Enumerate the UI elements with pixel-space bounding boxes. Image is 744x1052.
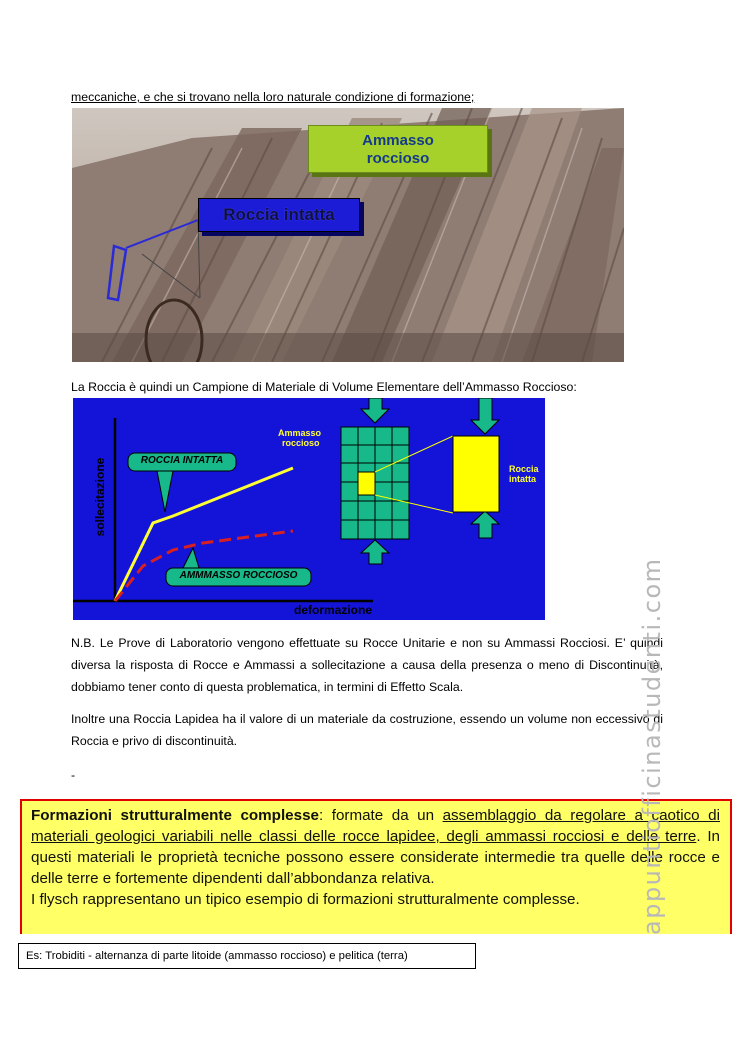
definition-box (20, 799, 732, 934)
ammasso-curve (115, 531, 293, 601)
ammasso-label-l1: Ammasso (278, 428, 322, 438)
definition-term: Formazioni strutturalmente complesse (31, 807, 319, 824)
roccia-label-text: Roccia intatta (223, 205, 335, 224)
definition-text-1: : formate da un (318, 807, 443, 824)
watermark (638, 545, 668, 935)
rock-mass-photo (72, 108, 624, 362)
y-axis-label: sollecitazione (93, 457, 107, 537)
nb-paragraph: N.B. Le Prove di Laboratorio vengono effettuate su Rocce Unitarie e non su Ammassi Rocciosi. E’ quindi diversa la risposta di Rocce e Ammassi a sollecitazione a causa della presenza o meno di Discontinuità, dobbiamo tener conto di questa problematica, in termini di Effetto Scala. (71, 636, 663, 694)
list-dash: - (71, 768, 76, 782)
intro-line: meccaniche, e che si trovano nella loro naturale condizione di formazione; (71, 90, 475, 104)
roccia-label-l2: intatta (509, 474, 536, 484)
x-axis-label: deformazione (294, 603, 373, 617)
watermark-text: appuntiofficinastudenti.com (638, 557, 666, 935)
roccia-callout-label: ROCCIA INTATTA (140, 455, 224, 466)
definition-underlined: assemblaggio da regolare a caotico di materiali geologici variabili nelle classi delle rocce lapidee, degli ammassi rocciosi e delle terre (31, 807, 720, 845)
rock-mass-grid (341, 427, 409, 539)
ammasso-callout-label: AMMMASSO ROCCIOSO (179, 570, 298, 581)
stress-strain-diagram (73, 398, 545, 620)
definition-text-2: . In questi materiali le proprietà tecniche possono essere considerate intermedie tra quelle delle rocce e delle terre e fortemente dipendenti dall’abbondanza relativa. (31, 828, 720, 887)
example-box: Es: Trobiditi - alternanza di parte litoide (ammasso roccioso) e pelitica (terra) (18, 943, 476, 969)
roccia-callout-pointer (157, 471, 173, 512)
roccia-label-l1: Roccia (509, 464, 539, 474)
roccia-label-box (198, 198, 360, 232)
ammasso-label-l2: roccioso (282, 438, 320, 448)
definition-flysch: I flysch rappresentano un tipico esempio di formazioni strutturalmente complesse. (31, 891, 580, 908)
ammasso-label-line2: roccioso (366, 150, 430, 167)
diagram-caption: La Roccia è quindi un Campione di Materiale di Volume Elementare dell’Ammasso Roccioso: (71, 380, 577, 394)
ammasso-label-line1: Ammasso (362, 132, 434, 149)
ammasso-callout-pointer (183, 548, 199, 568)
inoltre-paragraph: Inoltre una Roccia Lapidea ha il valore di un materiale da costruzione, essendo un volume non eccessivo di Roccia e privo di discontinuità. (71, 712, 663, 748)
ammasso-label-box (308, 125, 488, 173)
intact-rock-sample (453, 436, 499, 512)
